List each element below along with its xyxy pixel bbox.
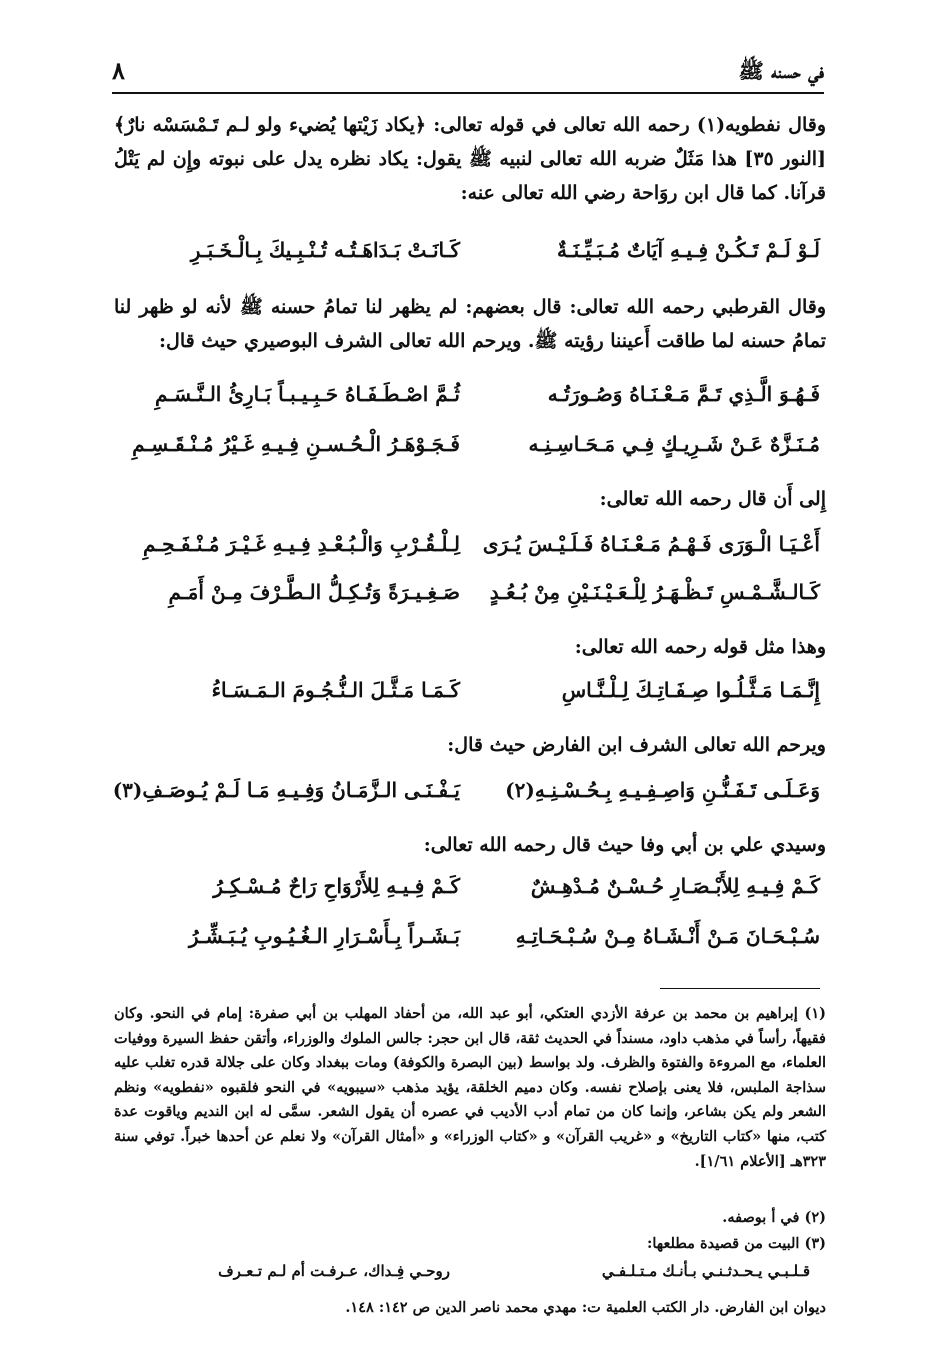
verse-second-hemistich: بَـشَـراً بِـأَسْـرَارِ الـغُـيُـوبِ يُـبَـشِّـرُ [188, 924, 460, 948]
header-divider [112, 92, 824, 94]
verse-first-hemistich: قـلـبـي يـحـدثـنـي بـأنـك مـتـلـفـي [601, 1262, 810, 1280]
paragraph-nafatawayh: وقال نفطويه(١) رحمه الله تعالى في قوله تعالى: ﴿يكاد زَيْتها يُضيء ولو لـم تَـمْسَسْه نارٌ﴾ [النور ٣٥] هذا مَثَلٌ ضربه الله تعالى لنبيه ﷺ يقول: يكاد نظره يدل على نبوته وإِن لم يَتْلُ قرآنا. كما قال ابن روَاحة رضي الله تعالى عنه: [114, 114, 826, 204]
footnote-3-verse [120, 1262, 810, 1288]
paragraph-wahadha-mithl: وهذا مثل قوله رحمه الله تعالى: [574, 636, 826, 658]
verse-first-hemistich: مُـنَـزَّهٌ عَـنْ شَـرِيـكٍ فِـي مَـحَـاسِـنِـه [528, 432, 820, 456]
footnote-1: (١) إبراهيم بن محمد بن عرفة الأزدي العتكي، أبو عبد الله، من أحفاد المهلب بن أبي صفرة: إمام في النحو. وكان فقيهاً، رأساً في مذهب داود، مسنداً في الحديث ثقة، قال ابن حجر: جالس الملوك والوزراء، وأتقن حفظ السيرة ووفيات العلماء، مع المروءة والفتوة والظرف. ولد بواسط (بين البصرة والكوفة) ومات ببغداد وكان على جلالة قدره تغلب عليه سذاجة الملبس، فلا يعنى بإصلاح نفسه. وكان دميم الخلقة، يؤيد مذهب «سيبويه» في النحو فلقبوه «نفطويه» ونظم الشعر ولم يكن بشاعر، وإنما كان من تمام أدب الأديب في عصره أن يقول الشعر. سمَّى له ابن النديم وياقوت عدة كتب، منها «كتاب التاريخ» و «غريب القرآن» و «كتاب الوزراء» و «أمثال القرآن» ولا نعلم عن أحدها خبراً. توفي سنة ٣٢٣هـ [الأعلام ١/٦١]. [114, 1005, 826, 1170]
verse-busiri-1 [120, 382, 820, 422]
verse-second-hemistich: يَـفْـنَـى الـزَّمَـانُ وَفِـيـهِ مَـا لَـمْ يُـوصَـفِ(٣) [112, 778, 460, 802]
verse-second-hemistich: كَـانَـتْ بَـدَاهَـتُـه تُـنْـبِـيكَ بِـالْـخَـبَـرِ [190, 238, 460, 262]
verse-mathalu [120, 678, 820, 718]
verse-first-hemistich: كَـالـشَّـمْـسِ تَـظْـهَـرُ لِلْـعَـيْـنَـيْنِ مِنْ بُـعُـدٍ [489, 580, 820, 604]
verse-first-hemistich: أَعْـيَـا الْـوَرَى فَـهْـمُ مَـعْـنَـاهُ فَـلَـيْـسَ يُـرَى [482, 532, 820, 556]
verse-first-hemistich: سُـبْـحَـانَ مَـنْ أَنْـشَـاهُ مِـنْ سُـبْـحَـاتِـهِ [515, 924, 820, 948]
footnote-3: (٣) البيت من قصيدة مطلعها: [647, 1235, 826, 1252]
verse-first-hemistich: لَـوْ لَـمْ تَـكُـنْ فِـيـهِ آيَاتٌ مُـبَـيِّـنَـةٌ [557, 238, 820, 262]
verse-second-hemistich: كَـمَـا مَـثَّـلَ الـنُّـجُـومَ الـمَـسَـاءُ [211, 678, 460, 702]
verse-second-hemistich: لِـلْـقُـرْبِ وَالْـبُـعْـدِ فِـيـهِ غَـيْـرَ مُـنْـفَـحِـمِ [142, 532, 460, 556]
paragraph-ibn-abi-wafa: وسيدي علي بن أبي وفا حيث قال رحمه الله تعالى: [423, 834, 826, 856]
verse-first-hemistich: فَـهُـوَ الَّـذِي تَـمَّ مَـعْـنَـاهُ وَصُـورَتُـه [547, 382, 820, 406]
verse-busiri-2 [120, 432, 820, 472]
paragraph-qurtubi: وقال القرطبي رحمه الله تعالى: قال بعضهم: لم يظهر لنا تمامُ حسنه ﷺ لأنه لو ظهر لنا تمامُ حسنه لما طاقت أَعيننا رؤيته ﷺ. ويرحم الله تعالى الشرف البوصيري حيث قال: [114, 296, 826, 352]
verse-second-hemistich: روحـي فِـداك، عـرفـت أم لـم تـعـرف [218, 1262, 450, 1280]
running-title: في حسنه ﷺ [738, 58, 824, 83]
running-header [112, 54, 824, 90]
verse-ibn-abi-wafa-1 [120, 874, 820, 914]
verse-ibn-abi-wafa-2 [120, 924, 820, 964]
paragraph-ila-an-qal: إِلى أَن قال رحمه الله تعالى: [599, 488, 826, 510]
footnote-divider [660, 988, 820, 989]
verse-second-hemistich: صَـغِـيـرَةً وَتُـكِـلُّ الـطَّـرْفَ مِـنْ أَمَـمِ [168, 580, 460, 604]
verse-ibn-rawaha [120, 238, 820, 278]
verse-first-hemistich: إِنَّـمَـا مَـثَّـلُـوا صِـفَـاتِـكَ لِـلْـنَّـاسِ [561, 678, 820, 702]
verse-second-hemistich: ثُـمَّ اصْـطَـفَـاهُ حَـبِـيـبـاً بَـارِئُ الـنَّـسَـمِ [154, 382, 460, 406]
verse-ibn-al-farid [112, 778, 820, 818]
verse-first-hemistich: وَعَـلَـى تَـفَـنُّـنِ وَاصِـفِـيـهِ بِـحُـسْـنِـهِ(٢) [505, 778, 820, 802]
verse-second-hemistich: فَـجَـوْهَـرُ الْـحُـسـنِ فِـيـهِ غَـيْرُ مُـنْـقَـسِـمِ [132, 432, 460, 456]
footnote-2: (٢) في أ بوصفه. [722, 1209, 826, 1226]
verse-busiri-3 [120, 532, 820, 572]
footnote-3-source: ديوان ابن الفارض. دار الكتب العلمية ت: مهدي محمد ناصر الدين ص ١٤٢: ١٤٨. [345, 1299, 826, 1316]
paragraph-ibn-al-farid: ويرحم الله تعالى الشرف ابن الفارض حيث قال: [447, 734, 826, 756]
page-number: ٨ [112, 56, 125, 85]
verse-second-hemistich: كَـمْ فِـيـهِ لِلأَرْوَاحِ رَاحٌ مُـسْـكِـرُ [213, 874, 460, 898]
verse-busiri-4 [120, 580, 820, 620]
verse-first-hemistich: كَـمْ فِـيـهِ لِلأَبْـصَـارِ حُـسْـنٌ مُـدْهِـشٌ [530, 874, 820, 898]
